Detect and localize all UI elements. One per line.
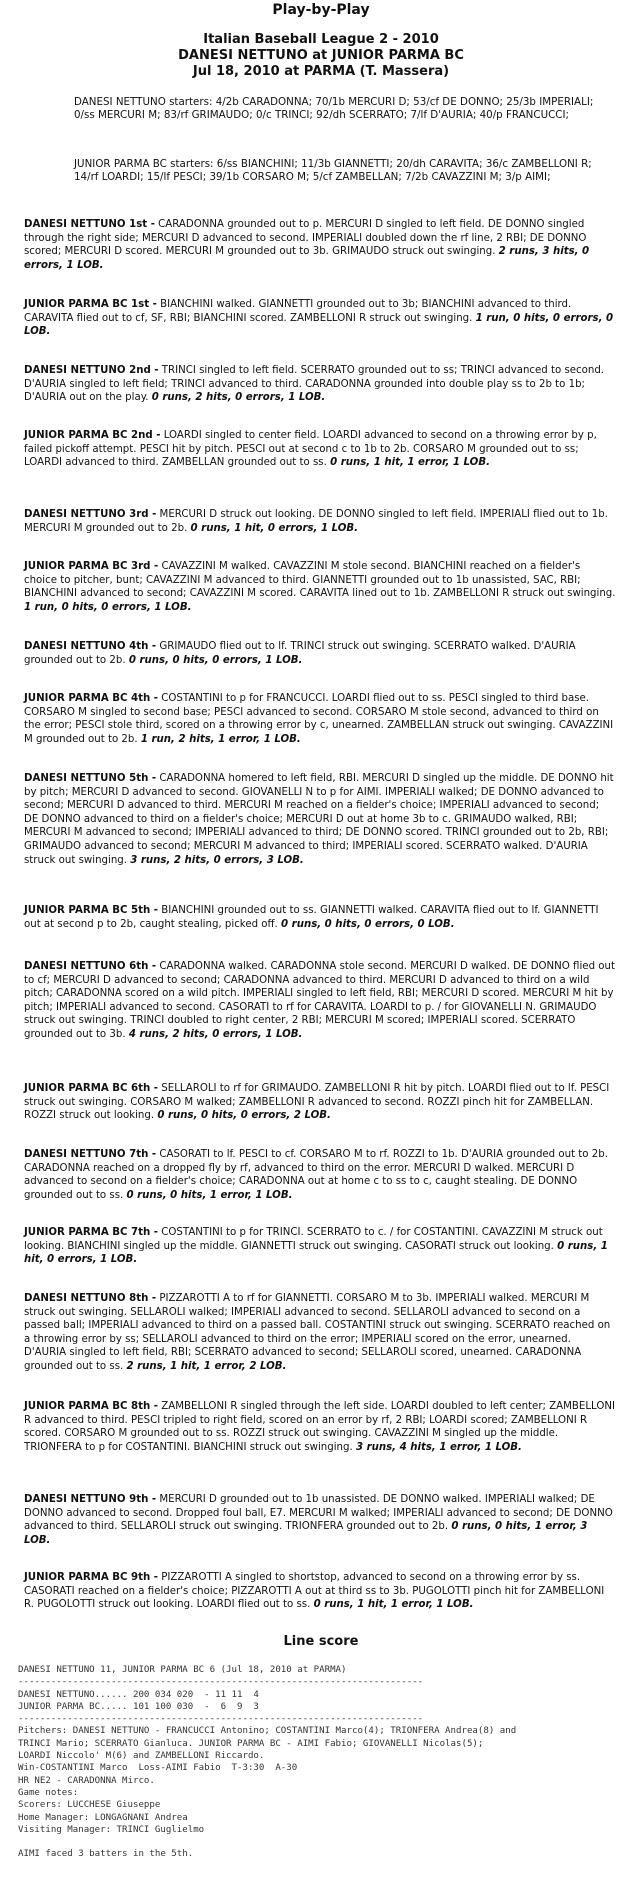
line-score-line: DANESI NETTUNO...... 200 034 020 - 11 11 4 [18,1689,259,1700]
inning-summary: 4 runs, 2 hits, 0 errors, 1 LOB. [128,1028,303,1040]
inning-team-label: DANESI NETTUNO 2nd - [24,365,159,376]
inning-text: MERCURI D struck out looking. DE DONNO singled to left field. IMPERIALI flied out to 1b. MERCURI M grounded out to 2b. [24,509,608,534]
inning-text: ZAMBELLONI R singled through the left side. LOARDI doubled to left center; ZAMBELLONI R advanced to third. PESCI tripled to right field, scored on an error by rf, 2 RBI; LOARDI scored; ZAMBELLONI R scored. CORSARO M grounded out to ss. ROZZI struck out swinging. CAVAZZINI M singled up the middle. TRIONFERA to p for COSTANTINI. BIANCHINI struck out swinging. [24,1401,615,1453]
inning-summary: 2 runs, 3 hits, 0 errors, 1 LOB. [24,246,590,271]
inning-text: LOARDI singled to center field. LOARDI advanced to second on a throwing error by p, failed pickoff attempt. PESCI hit by pitch. PESCI out at second c to 1b to 2b. CORSARO M grounded out to ss; LOARDI advanced to third. ZAMBELLAN grounded out to ss. [24,430,597,469]
inning-text: SELLAROLI to rf for GRIMAUDO. ZAMBELLONI R hit by pitch. LOARDI flied out to lf. PESCI struck out swinging. CORSARO M walked; ZAMBELLONI R advanced to second. ROZZI pinch hit for ZAMBELLAN. ROZZI struck out looking. [24,1083,610,1122]
line-score-line: Home Manager: LONGAGNANI Andrea [18,1812,188,1823]
inning-home-6th [24,1082,616,1123]
line-score-title: Line score [283,1634,359,1649]
inning-text: TRINCI singled to left field. SCERRATO grounded out to ss; TRINCI advanced to second. D'AURIA singled to left field; TRINCI advanced to third. CARADONNA grounded into double play ss to 2b to 1b; D'AURIA out on the play. [24,365,605,404]
line-score-line: DANESI NETTUNO 11, JUNIOR PARMA BC 6 (Jul 18, 2010 at PARMA) [18,1665,347,1675]
inning-summary: 0 runs, 2 hits, 0 errors, 1 LOB. [151,392,326,404]
inning-text: PIZZAROTTI A singled to shortstop, advanced to second on a throwing error by ss. CASORATI reached on a fielder's choice; PIZZAROTTI A out at third ss to 3b. PUGOLOTTI pinch hit for ZAMBELLONI R. PUGOLOTTI struck out looking. LOARDI flied out to ss. [24,1572,605,1611]
line-score-line: Game notes: [18,1787,79,1798]
inning-team-label: JUNIOR PARMA BC 1st - [24,299,157,310]
inning-team-label: DANESI NETTUNO 8th - [24,1293,157,1304]
line-score-line: Scorers: LUCCHESE Giuseppe [18,1800,161,1811]
inning-away-5th [24,772,616,867]
inning-team-label: JUNIOR PARMA BC 2nd - [24,430,161,441]
inning-team-label: DANESI NETTUNO 5th - [24,773,157,784]
inning-home-3rd [24,560,616,614]
line-score-line: Visiting Manager: TRINCI Guglielmo [18,1824,205,1835]
matchup-title: DANESI NETTUNO at JUNIOR PARMA BC [178,48,464,63]
inning-away-2nd [24,364,616,405]
inning-text: MERCURI D grounded out to 1b unassisted. DE DONNO walked. IMPERIALI walked; DE DONNO advanced to second. Dropped foul ball, E7. MERCURI M walked; IMPERIALI advanced to second; DE DONNO advanced to third. SELLAROLI struck out swinging. TRIONFERA grounded out to 2b. [24,1494,613,1533]
inning-away-4th [24,640,616,667]
line-score-line [18,1836,634,1848]
inning-home-9th [24,1571,616,1612]
inning-text: BIANCHINI walked. GIANNETTI grounded out to 3b; BIANCHINI advanced to third. CARAVITA flied out to cf, SF, RBI; BIANCHINI scored. ZAMBELLONI R struck out swinging. [24,299,572,324]
line-score-line: TRINCI Mario; SCERRATO Gianluca. JUNIOR PARMA BC - AIMI Fabio; GIOVANELLI Nicolas(5); [18,1738,484,1749]
game-header [0,32,642,80]
inning-away-1st [24,218,616,272]
line-score-line: AIMI faced 3 batters in the 5th. [18,1849,194,1860]
inning-team-label: JUNIOR PARMA BC 5th - [24,905,159,916]
date-location: Jul 18, 2010 at PARMA (T. Massera) [192,64,450,79]
inning-team-label: JUNIOR PARMA BC 4th - [24,693,159,704]
inning-team-label: JUNIOR PARMA BC 7th - [24,1227,159,1238]
inning-text: COSTANTINI to p for FRANCUCCI. LOARDI flied out to ss. PESCI singled to third base. CORSARO M singled to second base; PESCI advanced to second. CORSARO M stole second, advanced to third on the error; PESCI stole third, scored on a throwing error by c, unearned. ZAMBELLAN struck out swinging. CAVAZZINI M grounded out to 2b. [24,693,614,745]
inning-team-label: DANESI NETTUNO 9th - [24,1494,157,1505]
inning-team-label: JUNIOR PARMA BC 6th - [24,1083,159,1094]
inning-summary: 1 run, 2 hits, 1 error, 1 LOB. [140,733,301,745]
inning-team-label: DANESI NETTUNO 4th - [24,641,157,652]
inning-text: BIANCHINI grounded out to ss. GIANNETTI walked. CARAVITA flied out to lf. GIANNETTI out at second p to 2b, caught stealing, picked off. [24,905,599,930]
inning-text: CASORATI to lf. PESCI to cf. CORSARO M to rf. ROZZI to 1b. D'AURIA grounded out to 2b. CARADONNA reached on a dropped fly by rf, advanced to third on the error. MERCURI D walked. MERCURI D advanced to second on a fielder's choice; CARADONNA out at home c to ss to c, caught stealing. DE DONNO grounded out to ss. [24,1149,608,1201]
inning-summary: 3 runs, 4 hits, 1 error, 1 LOB. [355,1441,522,1453]
inning-summary: 1 run, 0 hits, 0 errors, 1 LOB. [24,601,192,613]
inning-team-label: DANESI NETTUNO 1st - [24,219,155,230]
inning-home-8th [24,1400,616,1454]
inning-team-label: JUNIOR PARMA BC 3rd - [24,561,159,572]
inning-summary: 0 runs, 0 hits, 1 error, 1 LOB. [126,1189,293,1201]
inning-home-5th [24,904,616,931]
inning-summary: 0 runs, 0 hits, 1 error, 3 LOB. [24,1521,588,1546]
line-score-line: Pitchers: DANESI NETTUNO - FRANCUCCI Antonino; COSTANTINI Marco(4); TRIONFERA Andrea(8) and [18,1726,517,1737]
inning-summary: 2 runs, 1 hit, 1 error, 2 LOB. [126,1360,287,1372]
inning-text: CAVAZZINI M walked. CAVAZZINI M stole second. BIANCHINI reached on a fielder's choice to pitcher, bunt; CAVAZZINI M advanced to third. GIANNETTI grounded out to 1b unassisted, SAC, RBI; BIANCHINI advanced to second; CAVAZZINI M scored. CARAVITA lined out to 1b. ZAMBELLONI R struck out swinging. [24,561,616,600]
inning-text: CARADONNA homered to left field, RBI. MERCURI D singled up the middle. DE DONNO hit by pitch; MERCURI D advanced to second. GIOVANELLI N to p for AIMI. IMPERIALI walked; DE DONNO advanced to second; MERCURI D advanced to third. MERCURI M reached on a fielder's choice; IMPERIALI advanced to second; DE DONNO advanced to third on a fielder's choice; MERCURI D out at home 3b to c. GRIMAUDO walked, RBI; MERCURI M advanced to second; IMPERIALI advanced to third; DE DONNO scored. TRINCI grounded out to 2b, RBI; GRIMAUDO advanced to second; MERCURI M advanced to third; IMPERIALI scored. SCERRATO walked. D'AURIA struck out swinging. [24,773,614,866]
page-title: Play-by-Play [272,2,370,18]
inning-away-3rd [24,508,616,535]
home-starters: JUNIOR PARMA BC starters: 6/ss BIANCHINI; 11/3b GIANNETTI; 20/dh CARAVITA; 36/c ZAMBELLONI R; 14/rf LOARDI; 15/lf PESCI; 39/1b CORSARO M; 5/cf ZAMBELLAN; 7/2b CAVAZZINI M; 3/p AIMI; [74,158,592,183]
inning-summary: 0 runs, 0 hits, 0 errors, 0 LOB. [281,918,455,930]
league-name: Italian Baseball League 2 - 2010 [203,32,439,47]
inning-team-label: DANESI NETTUNO 6th - [24,961,157,972]
line-score-line: LOARDI Niccolo' M(6) and ZAMBELLONI Riccardo. [18,1751,265,1762]
away-starters: DANESI NETTUNO starters: 4/2b CARADONNA; 70/1b MERCURI D; 53/cf DE DONNO; 25/3b IMPERIALI; 0/ss MERCURI M; 83/rf GRIMAUDO; 0/c TRINCI; 92/dh SCERRATO; 7/lf D'AURIA; 40/p FRANCUCCI; [74,96,594,121]
inning-text: CARADONNA walked. CARADONNA stole second. MERCURI D walked. DE DONNO flied out to cf; MERCURI D advanced to second; CARADONNA advanced to third. MERCURI D advanced to third on a wild pitch; CARADONNA scored on a wild pitch. IMPERIALI singled to left field, RBI; MERCURI D scored. MERCURI M hit by pitch; IMPERIALI advanced to second. CASORATI to rf for CARAVITA. LOARDI to p. / for GIOVANELLI N. GRIMAUDO struck out swinging. TRINCI doubled to right center, 2 RBI; MERCURI M scored; IMPERIALI scored. SCERRATO grounded out to 3b. [24,961,615,1040]
line-score-line: HR NE2 - CARADONNA Mirco. [18,1775,155,1786]
inning-team-label: DANESI NETTUNO 7th - [24,1149,157,1160]
line-score-block [18,1664,634,1861]
line-score-line: -------------------------------------------------------------------------- [18,1714,424,1725]
inning-summary: 3 runs, 2 hits, 0 errors, 3 LOB. [130,854,304,866]
inning-home-7th [24,1226,616,1267]
inning-away-9th [24,1493,616,1547]
inning-summary: 0 runs, 0 hits, 0 errors, 1 LOB. [128,654,303,666]
inning-away-8th [24,1292,616,1374]
line-score-line: JUNIOR PARMA BC..... 101 100 030 - 6 9 3 [18,1701,259,1712]
inning-home-1st [24,298,616,339]
inning-summary: 0 runs, 0 hits, 0 errors, 2 LOB. [157,1110,331,1122]
inning-text: GRIMAUDO flied out to lf. TRINCI struck out swinging. SCERRATO walked. D'AURIA grounded out to 2b. [24,641,576,666]
inning-text: COSTANTINI to p for TRINCI. SCERRATO to c. / for COSTANTINI. CAVAZZINI M struck out looking. BIANCHINI singled up the middle. GIANNETTI struck out swinging. CASORATI struck out looking. [24,1227,603,1252]
inning-summary: 0 runs, 1 hit, 1 error, 1 LOB. [330,457,490,469]
inning-team-label: JUNIOR PARMA BC 9th - [24,1572,159,1583]
inning-home-2nd [24,429,616,470]
inning-summary: 1 run, 0 hits, 0 errors, 0 LOB. [24,312,614,338]
inning-summary: 0 runs, 1 hit, 1 error, 1 LOB. [313,1599,474,1611]
line-score-line: Win-COSTANTINI Marco Loss-AIMI Fabio T-3:30 A-30 [18,1763,298,1774]
inning-text: CARADONNA grounded out to p. MERCURI D singled to left field. DE DONNO singled through the right side; MERCURI D advanced to second. IMPERIALI doubled down the rf line, 2 RBI; DE DONNO scored; MERCURI D scored. MERCURI M grounded out to 3b. GRIMAUDO struck out swinging. [24,219,587,258]
inning-team-label: DANESI NETTUNO 3rd - [24,509,157,520]
inning-team-label: JUNIOR PARMA BC 8th - [24,1401,159,1412]
inning-text: PIZZAROTTI A to rf for GIANNETTI. CORSARO M to 3b. IMPERIALI walked. MERCURI M struck out swinging. SELLAROLI walked; IMPERIALI advanced to second. SELLAROLI advanced to second on a passed ball; IMPERIALI advanced to third on a passed ball. COSTANTINI struck out swinging. SCERRATO reached on a throwing error by ss; SELLAROLI advanced to third on the error; IMPERIALI scored on the error, unearned. D'AURIA singled to left field, RBI; SCERRATO advanced to second; SELLAROLI scored, unearned. CARADONNA grounded out to ss. [24,1293,611,1372]
inning-summary: 0 runs, 1 hit, 0 errors, 1 LOB. [190,522,359,534]
line-score-line: -------------------------------------------------------------------------- [18,1677,424,1688]
inning-home-4th [24,692,616,746]
inning-summary: 0 runs, 1 hit, 0 errors, 1 LOB. [24,1240,608,1266]
inning-away-6th [24,960,616,1042]
inning-away-7th [24,1148,616,1202]
